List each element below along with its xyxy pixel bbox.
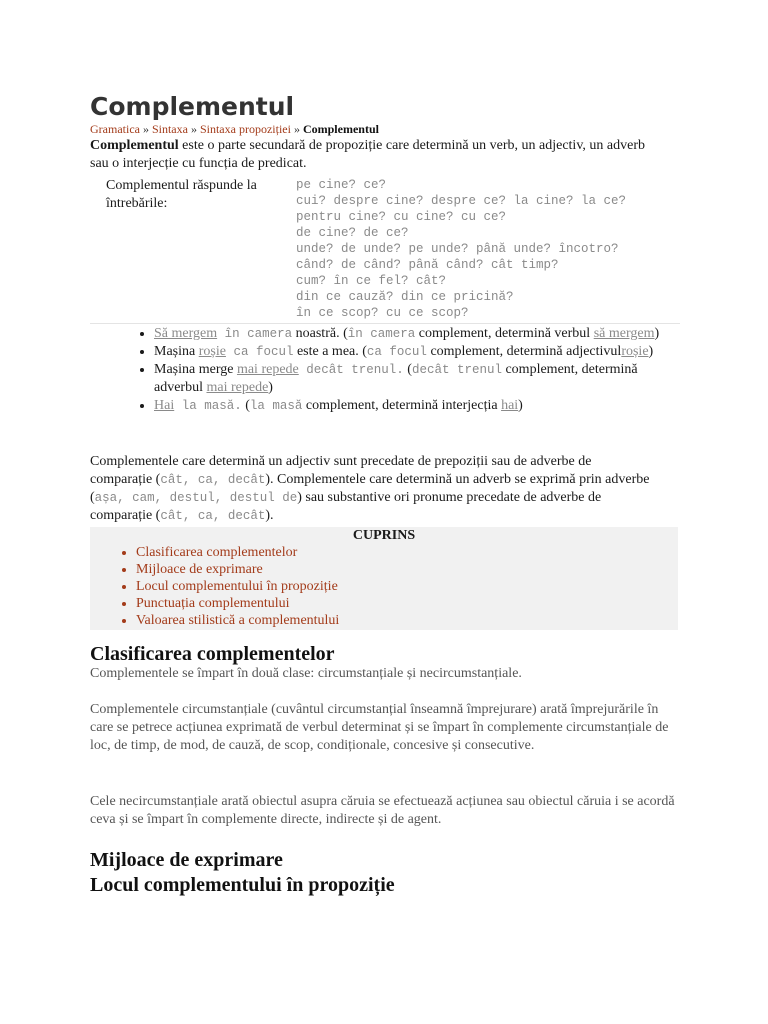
example-highlight: la masă <box>249 399 303 413</box>
toc-item <box>136 544 678 561</box>
paragraph-text: ). <box>265 508 274 523</box>
section-heading-means: Mijloace de exprimare <box>90 849 283 871</box>
example-highlight: ca focul <box>225 345 294 359</box>
breadcrumb-link-gramatica[interactable]: Gramatica <box>90 122 140 136</box>
breadcrumb-separator: » <box>190 122 197 136</box>
toc-link-clasificarea[interactable]: Clasificarea complementelor <box>136 545 298 560</box>
question-line: unde? de unde? pe unde? până unde? încotro? <box>296 242 619 256</box>
example-link[interactable]: Să mergem <box>154 326 218 341</box>
table-divider <box>90 323 680 324</box>
example-text: Mașina <box>154 344 199 359</box>
question-line: pentru cine? cu cine? cu ce? <box>296 210 507 224</box>
toc-item <box>136 578 678 595</box>
example-link[interactable]: hai <box>501 398 519 413</box>
comparison-paragraph <box>90 453 650 525</box>
questions-list <box>296 177 676 321</box>
example-text: complement, determină adjectivul <box>426 344 622 359</box>
question-line: cum? în ce fel? cât? <box>296 274 447 288</box>
example-text: ) <box>654 326 660 341</box>
paragraph-text: ). Complementele care determină un adverb se exprimă prin adverbe ( <box>90 472 650 505</box>
examples-list <box>90 325 680 415</box>
section-paragraph: Cele necircumstanțiale arată obiectul asupra căruia se efectuează acțiunea sau obiectul căruia i se acordă ceva și se împart în complemente directe, indirecte și de agent. <box>90 794 675 827</box>
example-text: ) <box>648 344 654 359</box>
example-link[interactable]: mai repede <box>236 362 299 377</box>
toc-link-valoarea[interactable]: Valoarea stilistică a complementului <box>136 613 340 628</box>
example-highlight: la masă. <box>174 399 242 413</box>
toc-item <box>136 595 678 612</box>
toc-item <box>136 561 678 578</box>
section-paragraph: Complementele se împart în două clase: circumstanțiale și necircumstanțiale. <box>90 666 522 681</box>
example-text: ( <box>403 362 412 377</box>
example-item <box>154 325 680 343</box>
toc-item <box>136 612 678 629</box>
table-of-contents <box>90 527 678 630</box>
example-highlight: în camera <box>347 327 416 341</box>
page-title: Complementul <box>90 92 295 121</box>
breadcrumb-current: Complementul <box>302 122 379 136</box>
example-item <box>154 361 680 397</box>
example-link[interactable]: mai repede <box>206 380 269 395</box>
example-highlight: ca focul <box>366 345 427 359</box>
example-item <box>154 397 680 415</box>
example-text: complement, determină verbul <box>415 326 594 341</box>
example-link[interactable]: să mergem <box>593 326 655 341</box>
example-text: Mașina merge <box>154 362 237 377</box>
question-line: în ce scop? cu ce scop? <box>296 306 469 320</box>
section-heading-position: Locul complementului în propoziție <box>90 874 395 896</box>
example-item <box>154 343 680 361</box>
toc-list <box>90 544 678 629</box>
example-text: noastră. ( <box>292 326 348 341</box>
breadcrumb-link-sintaxa[interactable]: Sintaxa <box>151 122 188 136</box>
paragraph-highlight: așa, cam, destul, destul de <box>94 491 298 505</box>
intro-text: este o parte secundară de propoziție care determină un verb, un adjectiv, un adverb sau o interjecție cu funcția de predicat. <box>90 138 645 171</box>
section-heading-classification: Clasificarea complementelor <box>90 643 335 665</box>
example-link[interactable]: roșie <box>198 344 226 359</box>
question-line: când? de când? până când? cât timp? <box>296 258 559 272</box>
question-line: din ce cauză? din ce pricină? <box>296 290 514 304</box>
toc-link-punctuatia[interactable]: Punctuația complementului <box>136 596 290 611</box>
paragraph-text: ) sau substantive ori pronume precedate de adverbe de comparație ( <box>90 490 602 523</box>
example-text: complement, determină adverbul <box>154 362 638 395</box>
example-highlight: decât trenul. <box>298 363 404 377</box>
paragraph-highlight: cât, ca, decât <box>160 509 266 523</box>
toc-link-locul[interactable]: Locul complementului în propoziție <box>136 579 338 594</box>
breadcrumb-link-sintaxa-propozitiei[interactable]: Sintaxa propoziției <box>199 122 291 136</box>
toc-heading: CUPRINS <box>352 528 416 543</box>
intro-term: Complementul <box>90 138 179 153</box>
question-line: pe cine? ce? <box>296 178 387 192</box>
section-paragraph: Complementele circumstanțiale (cuvântul circumstanțial înseamnă împrejurare) arată împrejurările în care se petrece acțiunea exprimată de verbul determinat și se împart în complemente circumstanțiale de loc, de timp, de mod, de cauză, de scop, condiționale, concesive și consecutive. <box>90 702 669 753</box>
breadcrumb-separator: » <box>293 122 300 136</box>
example-text: ) <box>268 380 273 395</box>
example-text: este a mea. ( <box>293 344 367 359</box>
questions-label: Complementul răspunde la întrebările: <box>106 178 257 211</box>
example-link[interactable]: Hai <box>154 398 175 413</box>
breadcrumb-separator: » <box>142 122 149 136</box>
question-line: de cine? de ce? <box>296 226 409 240</box>
toc-link-mijloace[interactable]: Mijloace de exprimare <box>136 562 263 577</box>
example-highlight: decât trenul <box>411 363 502 377</box>
paragraph-text: Complementele care determină un adjectiv sunt precedate de prepoziții sau de adverbe de comparație ( <box>90 454 592 487</box>
question-line: cui? despre cine? despre ce? la cine? la ce? <box>296 194 627 208</box>
example-text: ) <box>518 398 523 413</box>
example-link[interactable]: roșie <box>621 344 649 359</box>
paragraph-highlight: cât, ca, decât <box>160 473 266 487</box>
breadcrumb <box>90 122 379 137</box>
example-highlight: în camera <box>217 327 293 341</box>
example-text: ( <box>241 398 250 413</box>
example-text: complement, determină interjecția <box>302 398 502 413</box>
intro-paragraph <box>90 137 650 173</box>
